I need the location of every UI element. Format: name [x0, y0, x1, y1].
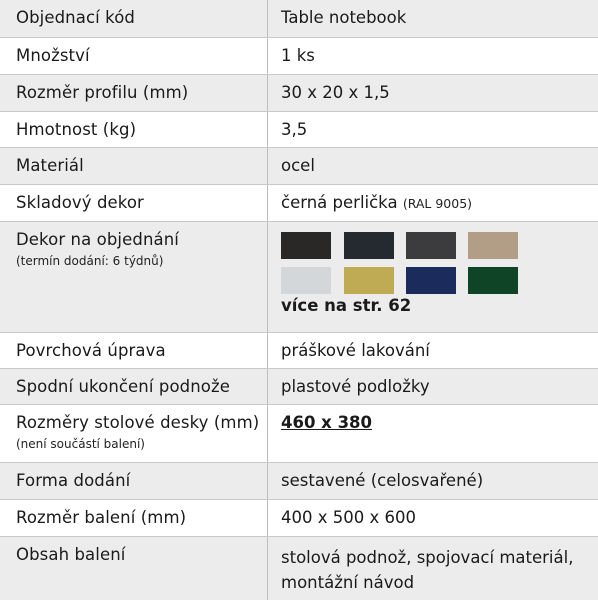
row-label: Materiál [16, 156, 84, 175]
value-cell [268, 148, 598, 184]
finish-name: černá perlička [281, 193, 398, 212]
row-value: Table notebook [281, 8, 407, 27]
swatch-anthracite[interactable] [344, 232, 394, 259]
row-order-code [0, 0, 598, 38]
row-profile-size [0, 75, 598, 112]
label-cell [0, 369, 268, 404]
row-value-line-1: stolová podnož, spojovací materiál, [281, 548, 574, 567]
row-value: práškové lakování [281, 341, 430, 360]
label-cell [0, 333, 268, 368]
row-feet [0, 369, 598, 405]
row-value: ocel [281, 156, 315, 175]
value-cell [268, 112, 598, 147]
row-label: Rozměr balení (mm) [16, 508, 187, 527]
swatch-black-pearl[interactable] [281, 232, 331, 259]
label-cell [0, 185, 268, 221]
value-cell [268, 222, 598, 332]
value-cell [268, 500, 598, 536]
value-cell [268, 463, 598, 499]
row-package-size [0, 500, 598, 537]
label-cell [0, 500, 268, 536]
swatch-graphite-metallic[interactable] [406, 232, 456, 259]
label-cell [0, 405, 268, 462]
label-cell [0, 38, 268, 74]
swatch-navy-blue[interactable] [406, 267, 456, 294]
label-cell [0, 463, 268, 499]
row-sublabel: (termín dodání: 6 týdnů) [16, 254, 164, 268]
row-label: Dekor na objednání [16, 230, 179, 249]
swatch-beige[interactable] [468, 232, 518, 259]
row-contents [0, 537, 598, 600]
value-cell [268, 537, 598, 600]
value-cell [268, 369, 598, 404]
value-cell [268, 38, 598, 74]
label-cell [0, 112, 268, 147]
row-quantity [0, 38, 598, 75]
row-value: sestavené (celosvařené) [281, 471, 484, 490]
value-cell [268, 405, 598, 462]
row-order-finish [0, 222, 598, 333]
row-value-line-2: montážní návod [281, 573, 415, 592]
row-value: 30 x 20 x 1,5 [281, 83, 390, 102]
swatch-light-grey[interactable] [281, 267, 331, 294]
row-label: Množství [16, 46, 90, 65]
ral-code: (RAL 9005) [402, 196, 473, 211]
row-label: Objednací kód [16, 8, 135, 27]
row-value: 400 x 500 x 600 [281, 508, 416, 527]
row-value [281, 193, 598, 214]
value-cell [268, 333, 598, 368]
row-label: Spodní ukončení podnože [16, 377, 230, 396]
row-value: 3,5 [281, 120, 308, 139]
row-label: Obsah balení [16, 545, 126, 564]
label-cell [0, 75, 268, 111]
row-value: 460 x 380 [281, 413, 373, 432]
label-cell [0, 148, 268, 184]
row-label: Skladový dekor [16, 193, 144, 212]
row-surface [0, 333, 598, 369]
value-cell [268, 75, 598, 111]
row-value: plastové podložky [281, 377, 430, 396]
label-cell [0, 537, 268, 600]
row-label: Rozměry stolové desky (mm) [16, 413, 260, 432]
row-stock-finish [0, 185, 598, 222]
row-label: Hmotnost (kg) [16, 120, 137, 139]
row-label: Forma dodání [16, 471, 131, 490]
row-weight [0, 112, 598, 148]
row-delivery [0, 463, 598, 500]
row-tabletop [0, 405, 598, 463]
more-on-page-link[interactable]: více na str. 62 [281, 296, 412, 315]
label-cell [0, 0, 268, 37]
row-label: Rozměr profilu (mm) [16, 83, 189, 102]
row-value: 1 ks [281, 46, 315, 65]
value-cell [268, 0, 598, 37]
row-label: Povrchová úprava [16, 341, 166, 360]
value-cell [268, 185, 598, 221]
row-sublabel: (není součástí balení) [16, 437, 145, 451]
swatch-gold[interactable] [344, 267, 394, 294]
swatch-dark-green[interactable] [468, 267, 518, 294]
row-material [0, 148, 598, 185]
label-cell [0, 222, 268, 332]
